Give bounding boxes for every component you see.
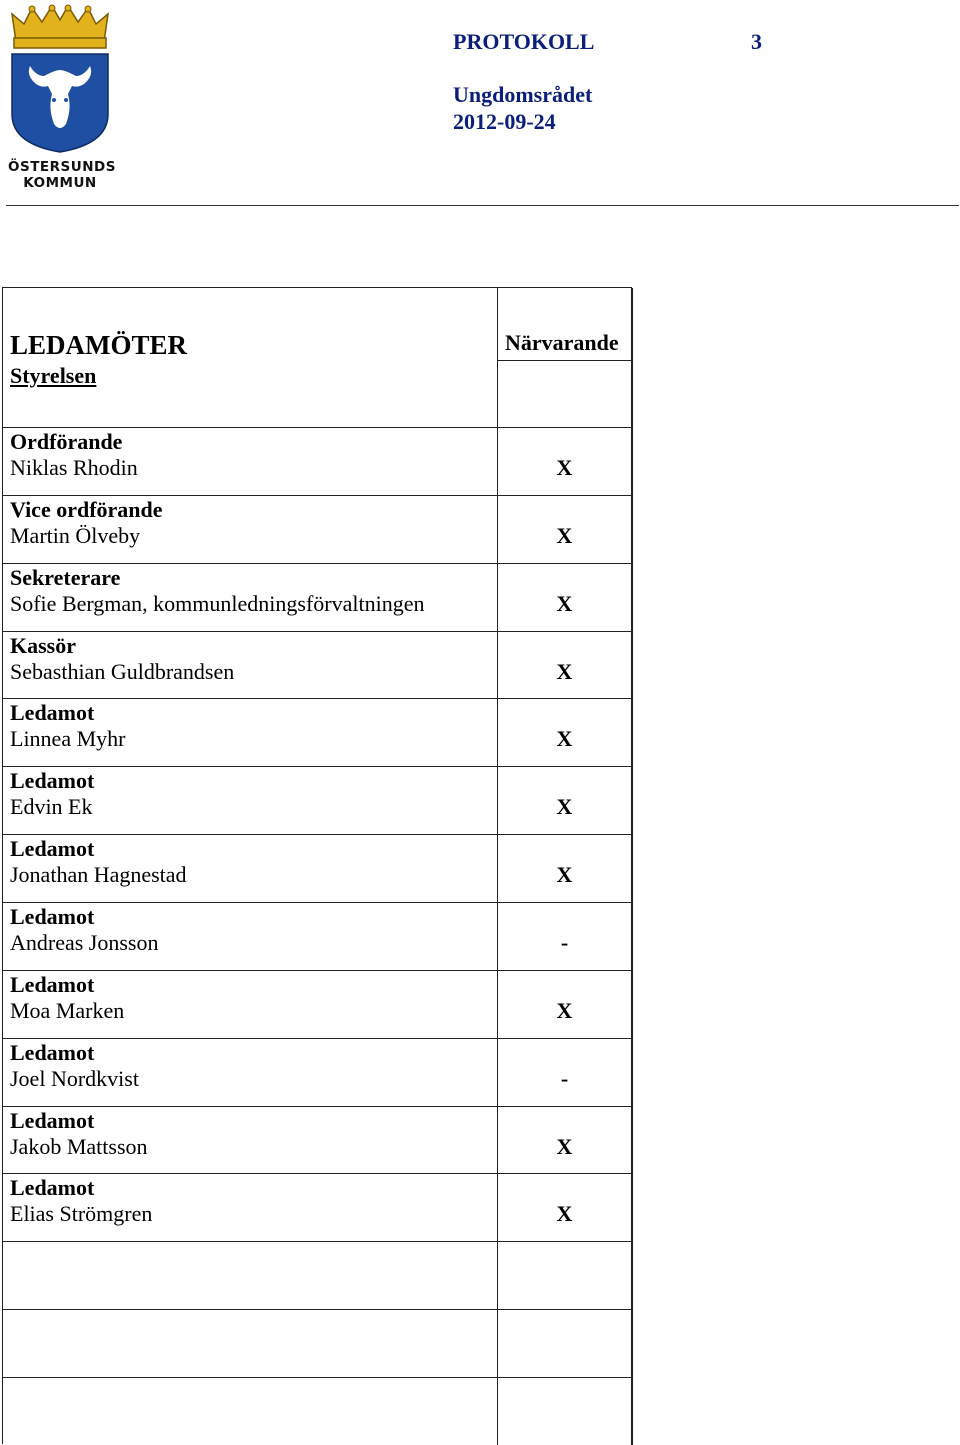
attendance-mark: X xyxy=(556,591,573,616)
row-divider xyxy=(3,1309,632,1310)
row-divider xyxy=(3,631,632,632)
member-role: Ledamot xyxy=(10,700,95,725)
table-title: LEDAMÖTER xyxy=(10,330,188,360)
row-divider xyxy=(3,698,632,699)
row-divider xyxy=(3,1106,632,1107)
member-role: Ledamot xyxy=(10,904,95,929)
row-divider xyxy=(3,834,632,835)
member-role: Ledamot xyxy=(10,768,95,793)
member-role: Sekreterare xyxy=(10,565,121,590)
member-role: Ledamot xyxy=(10,1175,95,1200)
attendance-mark: X xyxy=(556,523,573,548)
member-role: Kassör xyxy=(10,633,76,658)
row-divider xyxy=(3,1377,632,1378)
row-divider xyxy=(3,902,632,903)
attendance-mark: X xyxy=(556,1134,573,1159)
row-divider xyxy=(3,427,632,428)
attendance-column-header: Närvarande xyxy=(505,330,619,355)
member-name: Linnea Myhr xyxy=(10,726,126,751)
row-divider xyxy=(3,766,632,767)
member-name: Sofie Bergman, kommunledningsförvaltningen xyxy=(10,591,425,616)
ostersunds-kommun-logo xyxy=(8,4,116,194)
attendance-mark: - xyxy=(560,930,569,955)
page-number: 3 xyxy=(751,29,762,54)
row-divider xyxy=(3,495,632,496)
member-role: Vice ordförande xyxy=(10,497,163,522)
attendance-mark: X xyxy=(556,862,573,887)
member-role: Ledamot xyxy=(10,1040,95,1065)
members-table xyxy=(2,287,632,1444)
member-name: Moa Marken xyxy=(10,998,125,1023)
row-divider xyxy=(3,1173,632,1174)
member-name: Edvin Ek xyxy=(10,794,93,819)
table-subtitle: Styrelsen xyxy=(10,363,97,388)
attendance-mark: X xyxy=(556,998,573,1023)
member-role: Ledamot xyxy=(10,972,95,997)
member-role: Ledamot xyxy=(10,836,95,861)
document-type: PROTOKOLL xyxy=(453,29,595,54)
attendance-mark: X xyxy=(556,455,573,480)
header-divider xyxy=(6,205,959,206)
member-name: Jonathan Hagnestad xyxy=(10,862,187,887)
attendance-mark: X xyxy=(556,726,573,751)
member-role: Ledamot xyxy=(10,1108,95,1133)
logo-text-line2: KOMMUN xyxy=(23,175,97,191)
member-name: Sebasthian Guldbrandsen xyxy=(10,659,235,684)
member-name: Jakob Mattsson xyxy=(10,1134,148,1159)
member-name: Martin Ölveby xyxy=(10,523,141,548)
member-name: Andreas Jonsson xyxy=(10,930,159,955)
row-divider xyxy=(3,1241,632,1242)
member-role: Ordförande xyxy=(10,429,123,454)
meeting-date: 2012-09-24 xyxy=(453,109,556,134)
attendance-mark: - xyxy=(560,1066,569,1091)
logo-text-line1: ÖSTERSUNDS xyxy=(8,159,116,175)
row-divider xyxy=(3,970,632,971)
member-name: Niklas Rhodin xyxy=(10,455,138,480)
row-divider xyxy=(3,563,632,564)
attendance-mark: X xyxy=(556,794,573,819)
header-cell-divider xyxy=(497,360,632,361)
organization-name: Ungdomsrådet xyxy=(453,82,593,107)
attendance-mark: X xyxy=(556,1201,573,1226)
coat-of-arms-icon xyxy=(8,4,112,154)
attendance-mark: X xyxy=(556,659,573,684)
member-name: Elias Strömgren xyxy=(10,1201,153,1226)
row-divider xyxy=(3,1038,632,1039)
member-name: Joel Nordkvist xyxy=(10,1066,139,1091)
